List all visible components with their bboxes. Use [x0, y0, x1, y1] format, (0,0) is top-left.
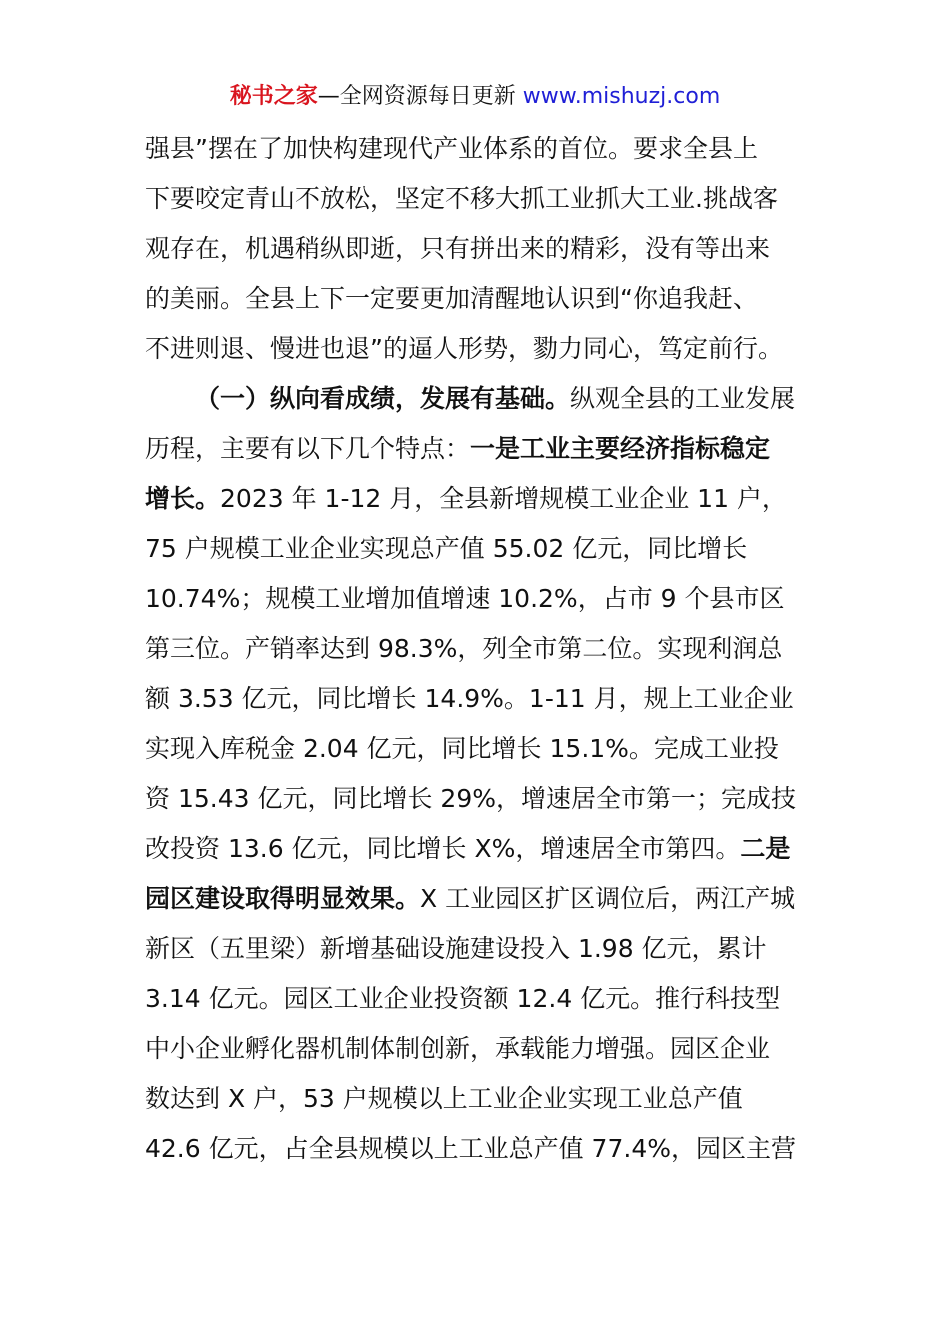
site-header	[0, 80, 950, 114]
text-segment: 2023 年 1-12 月，全县新增规模工业企业 11 户，	[220, 484, 787, 513]
text-segment: 第三位。产销率达到 98.3%，列全市第二位。实现利润总	[145, 634, 783, 663]
text-line	[145, 624, 825, 674]
text-line	[145, 174, 825, 224]
text-segment: 数达到 X 户，53 户规模以上工业企业实现工业总产值	[145, 1084, 743, 1113]
text-line	[145, 124, 825, 174]
bold-text-segment: 增长。	[145, 484, 221, 513]
text-line	[145, 224, 825, 274]
text-line	[145, 474, 825, 524]
text-segment: 资 15.43 亿元，同比增长 29%，增速居全市第一；完成技	[145, 784, 796, 813]
bold-text-segment: （一）纵向看成绩，发展有基础。	[195, 384, 571, 413]
text-segment: 新区（五里梁）新增基础设施建设投入 1.98 亿元，累计	[145, 934, 767, 963]
site-tagline: —全网资源每日更新	[317, 84, 523, 109]
text-line	[145, 924, 825, 974]
bold-text-segment: 一是工业主要经济指标稳定	[470, 434, 771, 463]
text-line	[145, 824, 825, 874]
bold-text-segment: 二是	[740, 834, 791, 863]
text-segment: 不进则退、慢进也退”的逼人形势，勠力同心，笃定前行。	[145, 334, 783, 363]
text-line	[145, 874, 825, 924]
text-segment: 3.14 亿元。园区工业企业投资额 12.4 亿元。推行科技型	[145, 984, 781, 1013]
text-segment: 实现入库税金 2.04 亿元，同比增长 15.1%。完成工业投	[145, 734, 779, 763]
text-segment: X 工业园区扩区调位后，两江产城	[420, 884, 796, 913]
text-line	[145, 524, 825, 574]
text-segment: 强县”摆在了加快构建现代产业体系的首位。要求全县上	[145, 134, 758, 163]
text-line	[145, 424, 825, 474]
text-segment: 42.6 亿元，占全县规模以上工业总产值 77.4%，园区主营	[145, 1134, 796, 1163]
text-segment: 额 3.53 亿元，同比增长 14.9%。1-11 月，规上工业企业	[145, 684, 794, 713]
site-url-link[interactable]: www.mishuzj.com	[522, 84, 721, 109]
document-body	[145, 124, 825, 1174]
text-line	[145, 1024, 825, 1074]
text-line	[145, 974, 825, 1024]
text-segment: 观存在，机遇稍纵即逝，只有拼出来的精彩，没有等出来	[145, 234, 771, 263]
text-segment: 下要咬定青山不放松，坚定不移大抓工业抓大工业.挑战客	[145, 184, 778, 213]
text-segment: 的美丽。全县上下一定要更加清醒地认识到“你追我赶、	[145, 284, 758, 313]
text-line	[145, 1074, 825, 1124]
text-line	[145, 1124, 825, 1174]
text-line	[145, 324, 825, 374]
text-line	[145, 274, 825, 324]
text-line	[145, 574, 825, 624]
text-segment: 75 户规模工业企业实现总产值 55.02 亿元，同比增长	[145, 534, 748, 563]
text-segment: 中小企业孵化器机制体制创新，承载能力增强。园区企业	[145, 1034, 771, 1063]
site-brand-name: 秘书之家	[229, 84, 318, 109]
text-segment: 纵观全县的工业发展	[570, 384, 796, 413]
text-segment: 10.74%；规模工业增加值增速 10.2%，占市 9 个县市区	[145, 584, 785, 613]
text-line	[145, 674, 825, 724]
text-segment: 历程，主要有以下几个特点：	[145, 434, 471, 463]
text-segment: 改投资 13.6 亿元，同比增长 X%，增速居全市第四。	[145, 834, 741, 863]
bold-text-segment: 园区建设取得明显效果。	[145, 884, 421, 913]
text-line	[145, 774, 825, 824]
text-line	[145, 724, 825, 774]
text-line	[145, 374, 825, 424]
